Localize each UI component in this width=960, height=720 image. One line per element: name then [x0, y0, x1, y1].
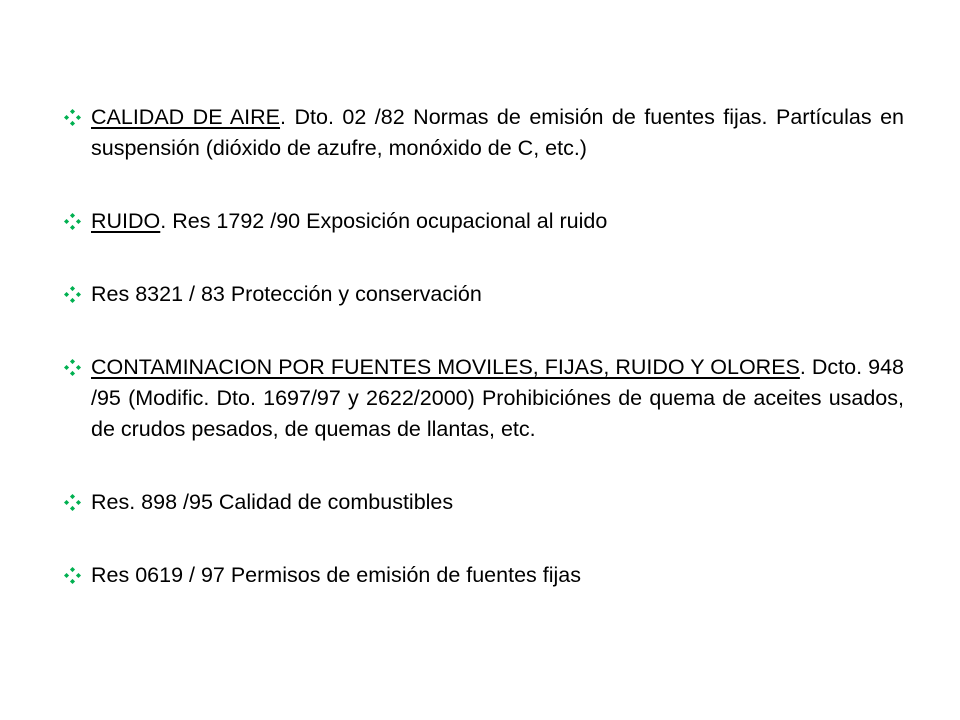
four-diamond-star-icon — [64, 359, 81, 376]
list-item — [64, 279, 904, 310]
four-diamond-star-icon — [64, 494, 81, 511]
item-heading: CONTAMINACION POR FUENTES MOVILES, FIJAS, RUIDO Y OLORES — [91, 355, 800, 379]
item-text: Res 0619 / 97 Permisos de emisión de fuentes fijas — [91, 563, 581, 587]
list-item — [64, 352, 904, 445]
bullet-list — [64, 102, 904, 633]
list-item — [64, 206, 904, 237]
item-text: . Res 1792 /90 Exposición ocupacional al ruido — [160, 209, 608, 233]
four-diamond-star-icon — [64, 286, 81, 303]
item-text: . Dto. 02 /82 Normas de emisión de fuentes fijas. Partículas en suspensión (dióxido de azufre, monóxido de C, etc.) — [91, 105, 904, 160]
item-heading: RUIDO — [91, 209, 161, 233]
item-text: Res. 898 /95 Calidad de combustibles — [91, 490, 454, 514]
item-text: Res 8321 / 83 Protección y conservación — [91, 282, 482, 306]
item-heading: CALIDAD DE AIRE — [91, 105, 281, 129]
list-item — [64, 102, 904, 164]
four-diamond-star-icon — [64, 213, 81, 230]
four-diamond-star-icon — [64, 109, 81, 126]
four-diamond-star-icon — [64, 567, 81, 584]
list-item — [64, 560, 904, 591]
item-text: . Dcto. 948 /95 (Modific. Dto. 1697/97 y 2622/2000) Prohibiciónes de quema de aceites usados, de crudos pesados, de quemas de llantas, etc. — [91, 355, 904, 441]
list-item — [64, 487, 904, 518]
